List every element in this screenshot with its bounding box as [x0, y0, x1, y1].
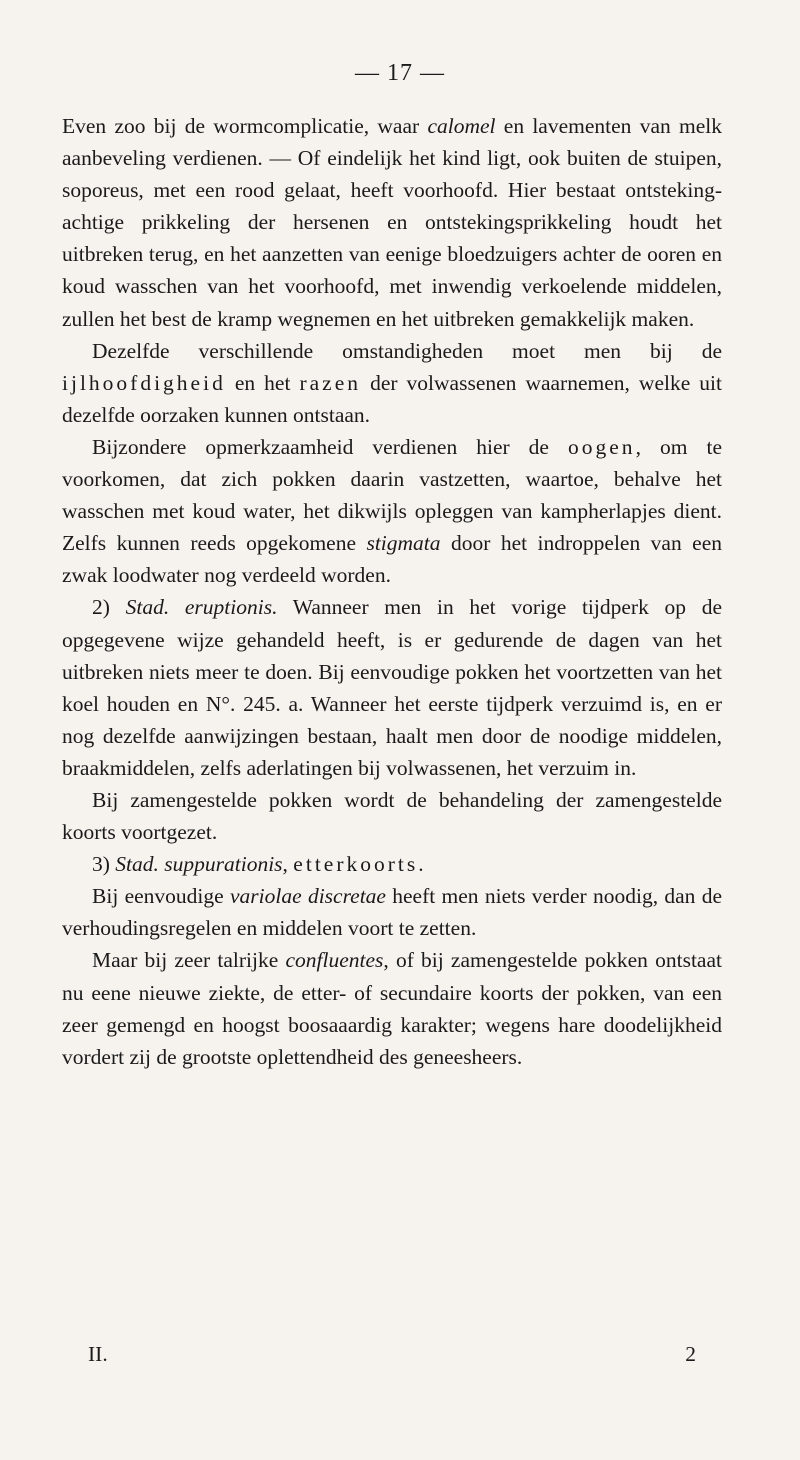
- italic-term: Stad. eruptionis.: [125, 595, 278, 620]
- italic-term: confluentes: [285, 948, 384, 973]
- signature-mark: II.: [88, 1342, 108, 1366]
- paragraph: Even zoo bij de wormcomplicatie, waar calomel en lavementen van melk aanbeveling verdienen. — Of eindelijk het kind ligt, ook buiten de stuipen, soporeus, met een rood gelaat, heeft voorhoofd. Hier bestaat ontsteking-achtige prikkeling der hersenen en ontstekingsprikkeling houdt het uitbreken terug, en het aanzetten van eenige bloedzuigers achter de ooren en koud wasschen van het voorhoofd, met inwendig verkoelende middelen, zullen het best de kramp wegnemen en het uitbreken gemakkelijk maken.: [62, 114, 722, 331]
- gathering-number: 2: [685, 1342, 696, 1366]
- italic-term: Stad. suppurationis: [115, 852, 283, 877]
- italic-term: variolae discretae: [230, 884, 386, 909]
- emphasized-term: etterkoorts: [293, 852, 419, 877]
- paragraph: 3) Stad. suppurationis, etterkoorts.: [92, 852, 424, 877]
- paragraph: Bijzondere opmerkzaamheid verdienen hier de oogen, om te voorkomen, dat zich pokken daarin vastzetten, waartoe, behalve het wasschen met koud water, het dikwijls opleggen van kampherlapjes dient. Zelfs kunnen reeds opgekomene stigmata door het indroppelen van een zwak loodwater nog verdeeld worden.: [62, 434, 722, 588]
- emphasized-term: ijlhoofdigheid: [62, 370, 226, 395]
- italic-term: stigmata: [366, 531, 441, 556]
- paragraph: Dezelfde verschillende omstandigheden moet men bij de ijlhoofdigheid en het razen der volwassenen waarnemen, welke uit dezelfde oorzaken kunnen ontstaan.: [62, 338, 722, 427]
- emphasized-term: razen: [299, 370, 362, 395]
- paragraph: 2) Stad. eruptionis. Wanneer men in het vorige tijdperk op de opgegevene wijze gehandeld heeft, is er gedurende de dagen van het uitbreken niets meer te doen. Bij eenvoudige pokken het voortzetten van het koel houden en N°. 245. a. Wanneer het eerste tijdperk verzuimd is, en er nog dezelfde aanwijzingen bestaan, haalt men door de noodige middelen, braakmiddelen, zelfs aderlatingen bij volwassenen, het verzuim in.: [62, 595, 722, 780]
- body-text: [62, 110, 722, 1073]
- italic-term: calomel: [427, 114, 496, 138]
- emphasized-term: oogen: [568, 434, 636, 459]
- paragraph: Bij eenvoudige variolae discretae heeft men niets verder noodig, dan de verhoudingsregelen en middelen voort te zetten.: [62, 884, 722, 941]
- paragraph: Maar bij zeer talrijke confluentes, of bij zamengestelde pokken ontstaat nu eene nieuwe ziekte, de etter- of secundaire koorts der pokken, van een zeer gemengd en hoogst boosaaardig karakter; wegens hare doodelijkheid vordert zij de grootste oplettendheid des geneesheers.: [62, 948, 722, 1069]
- page-number: — 17 —: [355, 60, 445, 86]
- paragraph: Bij zamengestelde pokken wordt de behandeling der zamengestelde koorts voortgezet.: [62, 787, 722, 845]
